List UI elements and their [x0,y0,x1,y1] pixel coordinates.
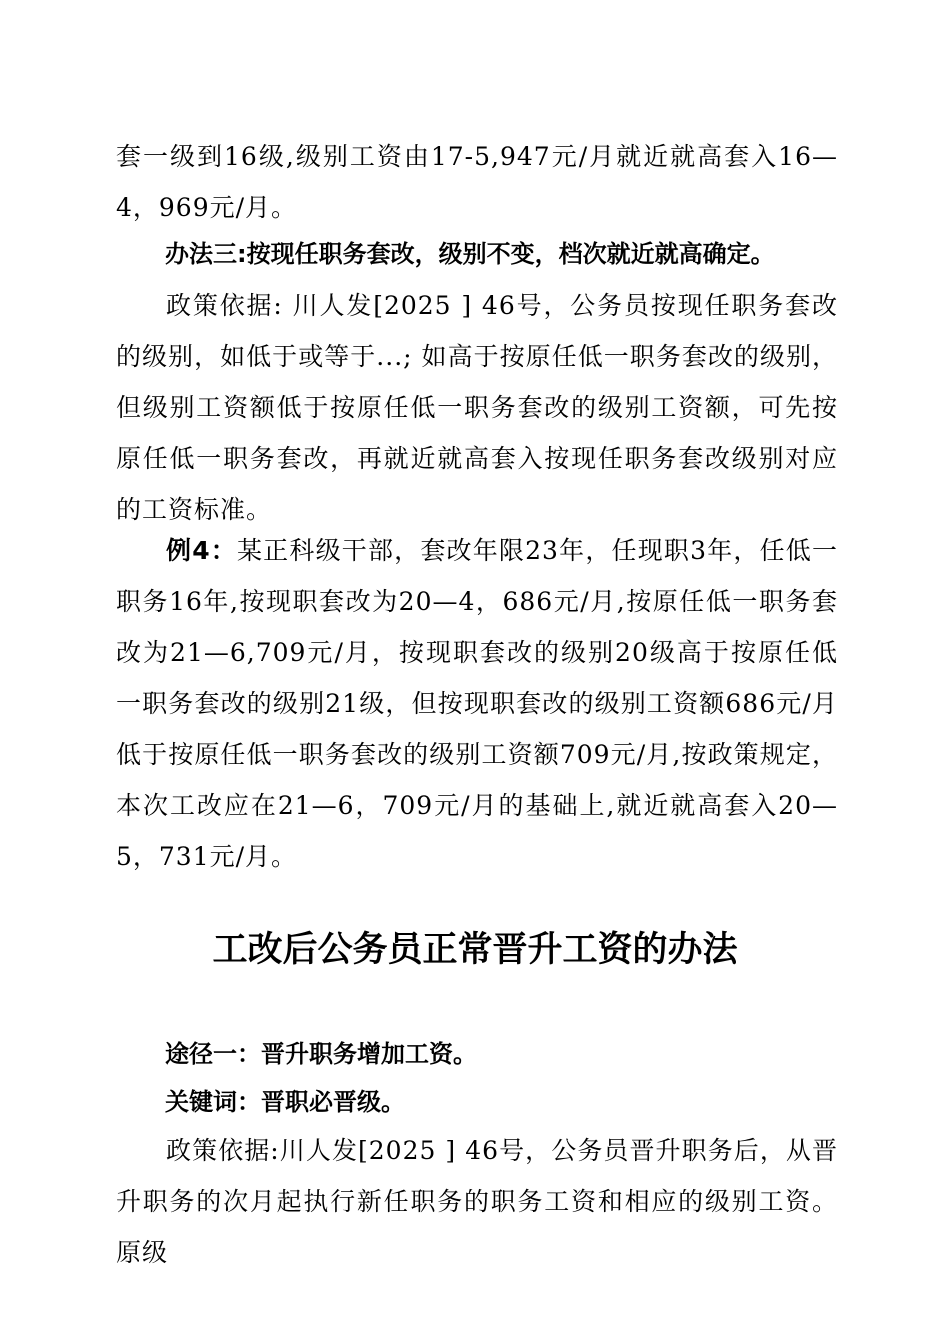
section-title: 工改后公务员正常晋升工资的办法 [212,930,738,970]
path-one-heading: 途径一：晋升职务增加工资。 [165,1040,477,1068]
keyword-heading: 关键词：晋职必晋级。 [165,1088,405,1116]
example-four-label: 例4： [166,536,237,565]
example-four-body: 某正科级干部，套改年限23年，任现职3年，任低一职务16年,按现职套改为20—4，686元/月,按原任低一职务套改为21—6,709元/月，按现职套改的级别20级高于按原任低一职务套改的级别21级，但按现职套改的级别工资额686元/月低于按原任低一职务套改的级别工资额709元/月,按政策规定，本次工改应在21—6，709元/月的基础上,就近就高套入20—5，731元/月。 [116,536,838,871]
policy-basis-paragraph-2: 政策依据:川人发[2025 ] 46号，公务员晋升职务后，从晋升职务的次月起执行新任职务的职务工资和相应的级别工资。原级 [116,1136,838,1267]
example-four-paragraph [116,525,838,882]
method-three-heading: 办法三:按现任职务套改，级别不变，档次就近就高确定。 [165,240,775,268]
continued-paragraph: 套一级到16级,级别工资由17-5,947元/月就近就高套入16—4，969元/月。 [116,142,838,222]
policy-basis-paragraph: 政策依据: 川人发[2025 ] 46号，公务员按现任职务套改的级别，如低于或等于...; 如高于按原任低一职务套改的级别，但级别工资额低于按原任低一职务套改的级别工资额，可先按原任低一职务套改，再就近就高套入按现任职务套改级别对应的工资标准。 [116,291,838,524]
